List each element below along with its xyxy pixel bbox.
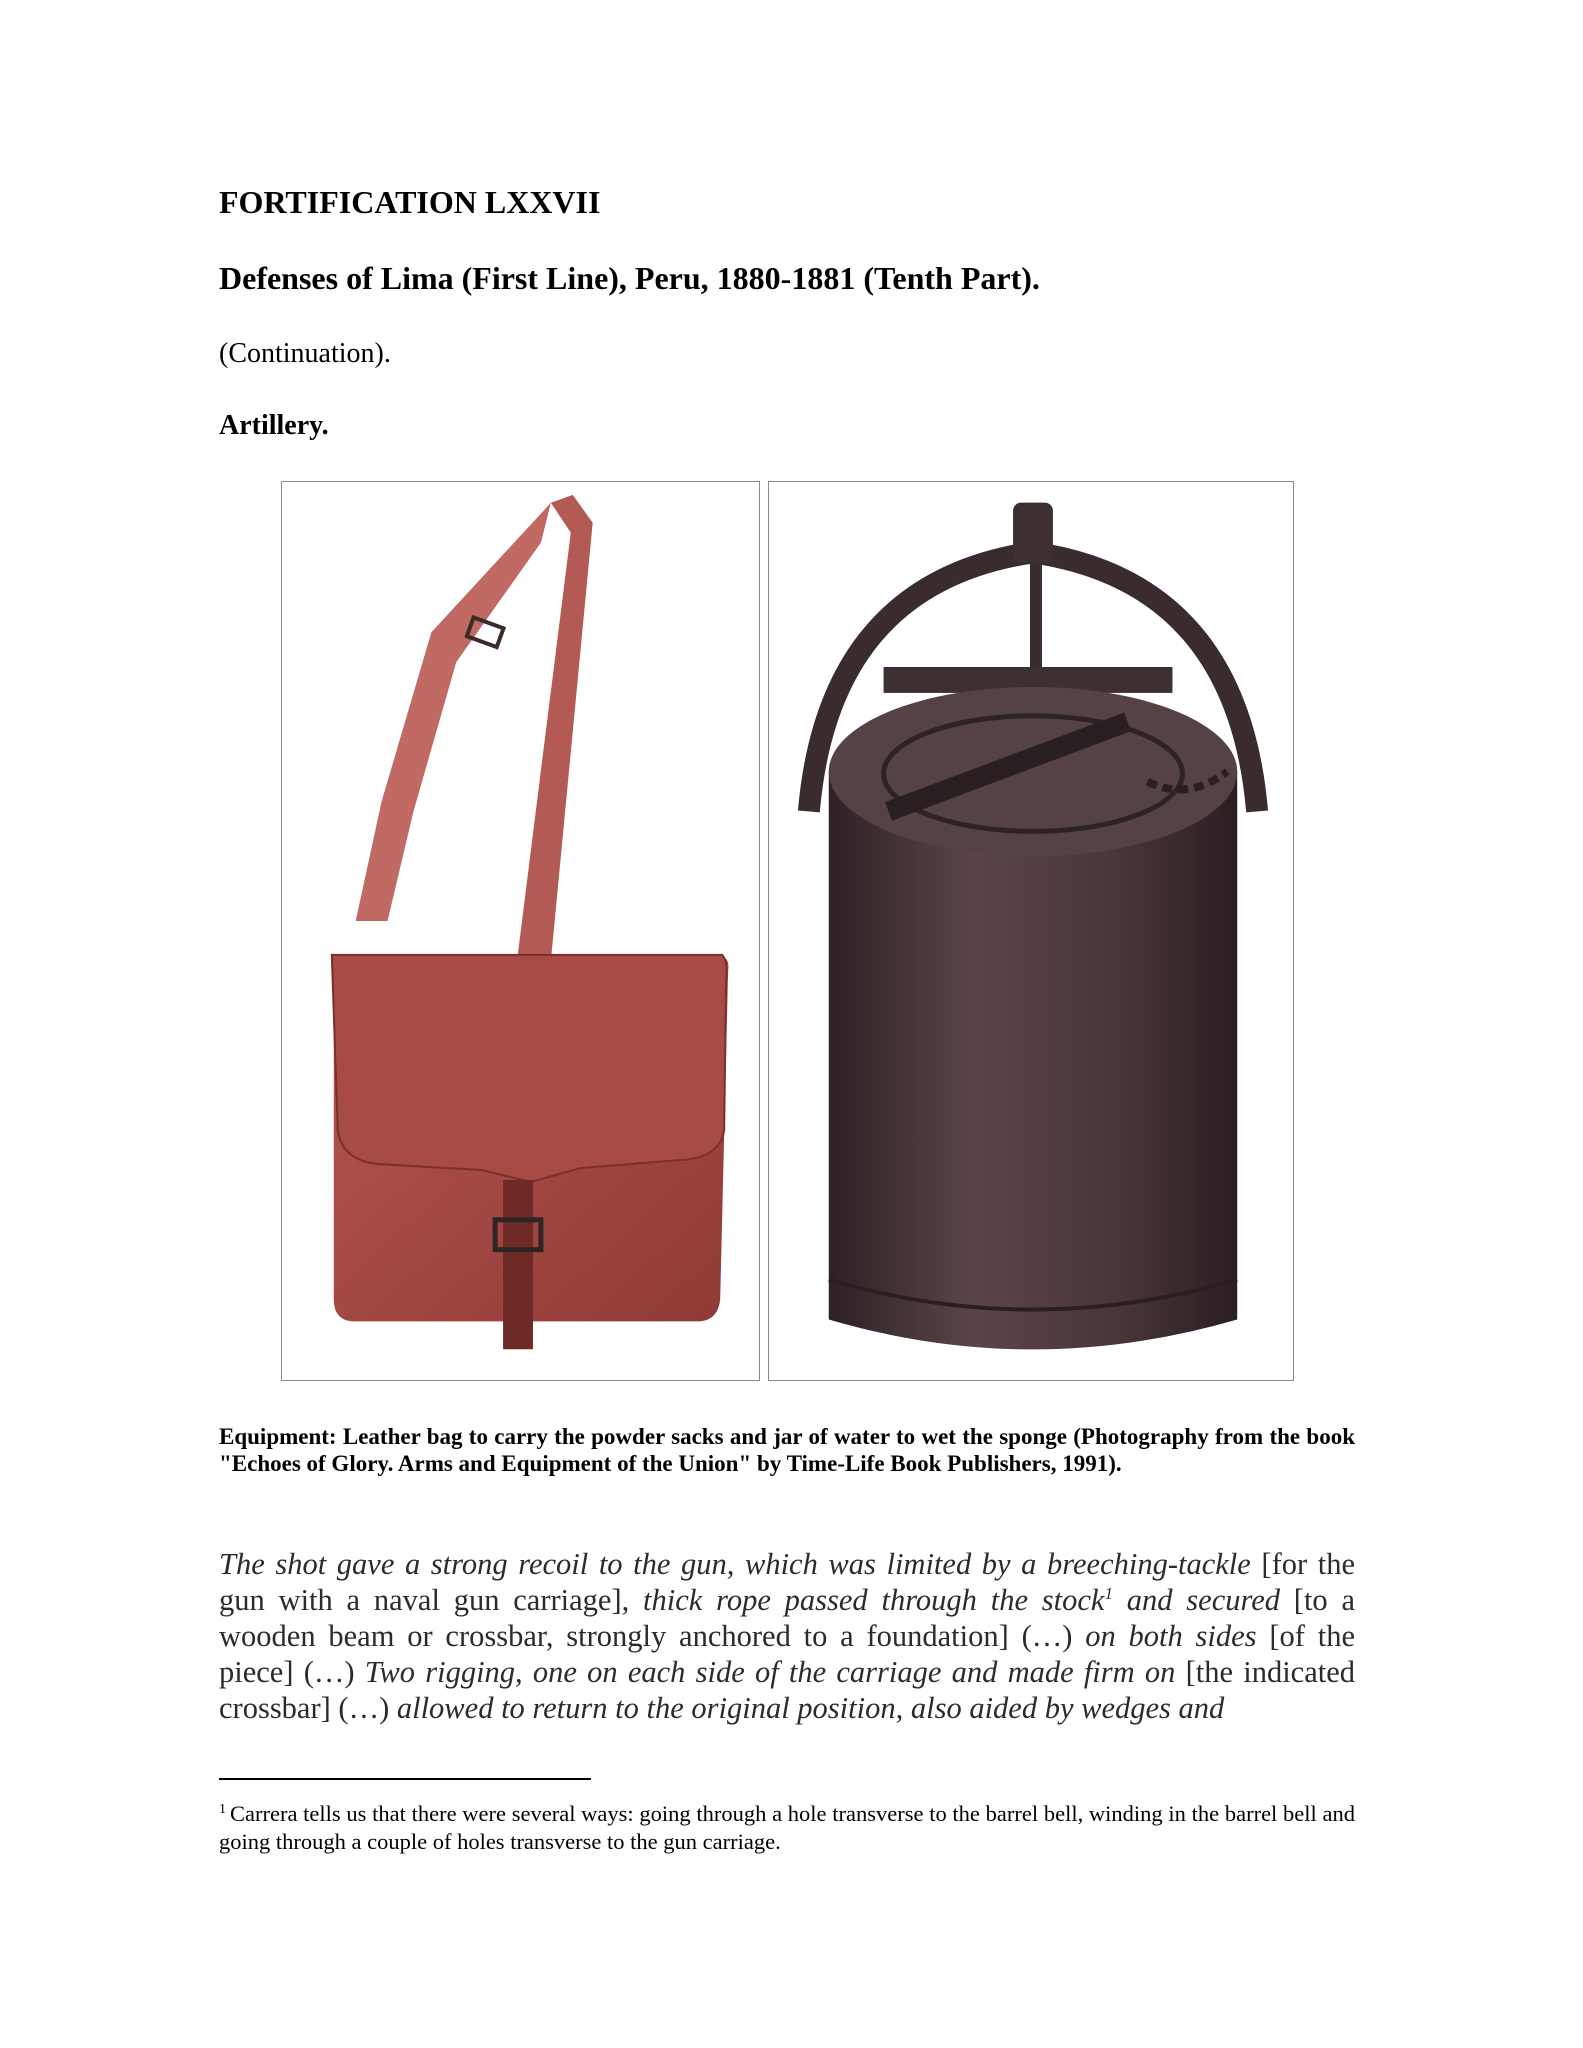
footnote-text: Carrera tells us that there were several ways: going through a hole transverse to the barrel bell, winding in the barrel bell and going through a couple of holes transverse to the gun carriage. [219,1801,1355,1854]
figure-caption: Equipment: Leather bag to carry the powder sacks and jar of water to wet the sponge (Photography from the book "Echoes of Glory. Arms and Equipment of the Union" by Time-Life Book Publishers, 1991). [219,1424,1355,1476]
body-paragraph [219,1546,1355,1726]
page-title: FORTIFICATION LXXVII [219,184,601,220]
section-heading: Artillery. [219,410,329,441]
page-subtitle: Defenses of Lima (First Line), Peru, 1880-1881 (Tenth Part). [219,260,1040,296]
body-text-italic: The shot gave a strong recoil to the gun, which was limited by a breeching-tackle [219,1547,1251,1581]
water-jar-photo [768,481,1294,1381]
body-text-italic: on both sides [1085,1619,1257,1653]
footnote-reference[interactable]: 1 [1104,1583,1113,1603]
water-jar-illustration [769,482,1293,1380]
leather-bag-photo [281,481,760,1381]
body-text-roman: [to a wooden beam or crossbar, strongly anchored to a foundation] (…) [219,1583,1356,1653]
body-text-roman: [of the piece] (…) [219,1619,1355,1689]
footnote [219,1800,1355,1856]
body-text-italic: allowed to return to the original position, also aided by wedges and [396,1691,1225,1725]
body-text-italic: thick rope passed through the stock [643,1583,1105,1617]
body-text-roman: [for the gun with a naval gun carriage], [219,1547,1355,1617]
footnote-divider [219,1778,591,1780]
continuation-note: (Continuation). [219,338,391,369]
body-text-roman: [the indicated crossbar] (…) [219,1655,1356,1725]
body-text-italic: and secured [1112,1583,1281,1617]
leather-bag-illustration [282,482,759,1380]
footnote-number: 1 [219,1802,226,1817]
body-text-italic: Two rigging, one on each side of the carriage and made firm on [364,1655,1176,1689]
